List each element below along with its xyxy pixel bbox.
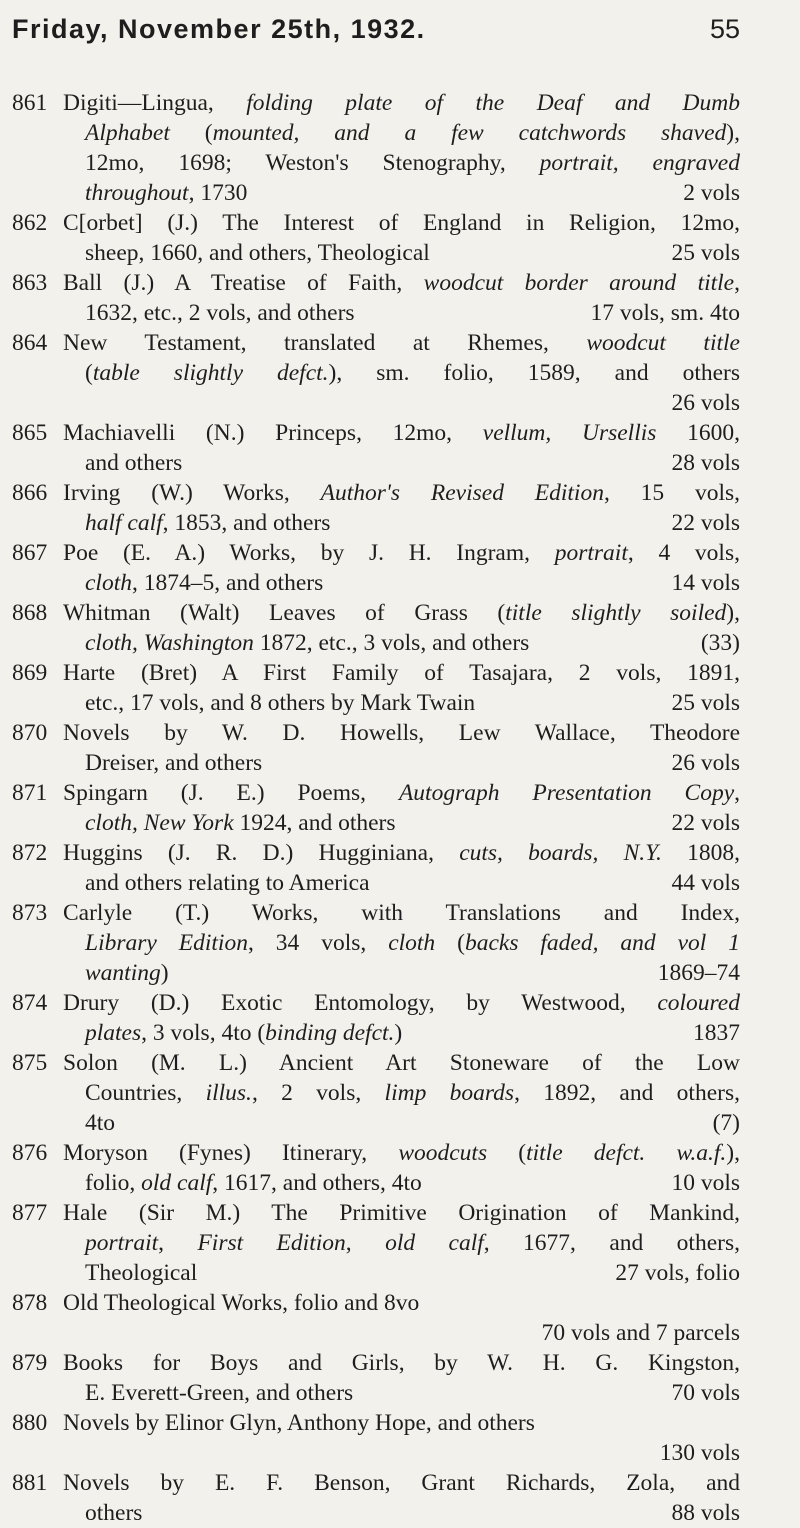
lot-line: Alphabet (mounted, and a few catchwords shaved), xyxy=(85,120,740,146)
lot-entry xyxy=(12,598,740,658)
lot-line: Spingarn (J. E.) Poems, Autograph Presentation Copy, xyxy=(63,780,741,806)
page-date: Friday, November 25th, 1932. xyxy=(12,14,426,44)
lot-description xyxy=(55,598,740,658)
lot-number: 878 xyxy=(12,1290,48,1316)
lot-entry xyxy=(12,1348,740,1408)
lot-quantity: 44 vols xyxy=(671,870,740,896)
lot-entry xyxy=(12,988,740,1048)
lot-description xyxy=(55,88,740,208)
lot-line xyxy=(63,868,740,898)
lot-entry xyxy=(12,1138,740,1198)
lot-quantity: 2 vols xyxy=(683,180,740,206)
page-number: 55 xyxy=(709,14,740,44)
lot-text: plates, 3 vols, 4to (binding defct.) xyxy=(85,1020,403,1046)
lot-text: Dreiser, and others xyxy=(85,750,263,776)
lot-quantity: 26 vols xyxy=(671,750,740,776)
lot-number: 875 xyxy=(12,1050,48,1076)
lot-line xyxy=(63,298,740,328)
lot-description xyxy=(55,898,740,988)
lot-line: Novels by W. D. Howells, Lew Wallace, Theodore xyxy=(63,720,740,746)
lot-line xyxy=(63,688,740,718)
lot-description xyxy=(55,658,740,718)
lot-entry xyxy=(12,88,740,208)
lot-line: New Testament, translated at Rhemes, woodcut title xyxy=(63,330,740,356)
lot-text: etc., 17 vols, and 8 others by Mark Twain xyxy=(85,690,476,716)
lot-description xyxy=(55,1048,740,1138)
lot-quantity: 28 vols xyxy=(671,450,740,476)
lot-number: 865 xyxy=(12,420,48,446)
lot-quantity: 70 vols xyxy=(671,1380,740,1406)
lot-line xyxy=(63,568,740,598)
lot-line: Moryson (Fynes) Itinerary, woodcuts (title defct. w.a.f.), xyxy=(63,1140,740,1166)
lot-line xyxy=(63,448,740,478)
lot-entry xyxy=(12,1288,740,1348)
lot-quantity: 14 vols xyxy=(671,570,740,596)
lot-line xyxy=(63,1108,740,1138)
lot-description xyxy=(55,1468,740,1528)
lot-number: 877 xyxy=(12,1200,48,1226)
lot-description xyxy=(55,838,740,898)
lot-description xyxy=(55,418,740,478)
lot-line: Old Theological Works, folio and 8vo xyxy=(63,1290,420,1316)
lot-number: 871 xyxy=(12,780,48,806)
lot-description xyxy=(55,778,740,838)
lot-line: 130 vols xyxy=(659,1440,740,1466)
lot-number: 880 xyxy=(12,1410,48,1436)
lot-line: Harte (Bret) A First Family of Tasajara, 2 vols, 1891, xyxy=(63,660,740,686)
lot-text: 1632, etc., 2 vols, and others xyxy=(85,300,355,326)
lot-description xyxy=(55,1408,740,1468)
lot-line xyxy=(63,1018,740,1048)
lot-text: cloth, New York 1924, and others xyxy=(85,810,396,836)
lot-line: Novels by E. F. Benson, Grant Richards, Zola, and xyxy=(63,1470,740,1496)
lot-text: throughout, 1730 xyxy=(85,180,248,206)
lot-line xyxy=(63,1168,740,1198)
lot-line: Machiavelli (N.) Princeps, 12mo, vellum, Ursellis 1600, xyxy=(63,420,740,446)
lot-description xyxy=(55,718,740,778)
lot-line: portrait, First Edition, old calf, 1677, and others, xyxy=(85,1230,740,1256)
lot-number: 873 xyxy=(12,900,48,926)
lot-line: 12mo, 1698; Weston's Stenography, portrait, engraved xyxy=(85,150,740,176)
lot-line: Digiti—Lingua, folding plate of the Deaf and Dumb xyxy=(63,90,740,116)
lot-text: others xyxy=(85,1500,143,1526)
lot-text: sheep, 1660, and others, Theological xyxy=(85,240,430,266)
lot-text: and others relating to America xyxy=(85,870,370,896)
page-header xyxy=(12,14,740,54)
lot-text: 4to xyxy=(85,1110,116,1136)
lot-text: half calf, 1853, and others xyxy=(85,510,331,536)
lot-entry xyxy=(12,208,740,268)
lot-line: 26 vols xyxy=(671,390,740,416)
lot-entry xyxy=(12,268,740,328)
lot-line xyxy=(63,808,740,838)
lot-line: Hale (Sir M.) The Primitive Origination of Mankind, xyxy=(63,1200,740,1226)
lot-entry xyxy=(12,718,740,778)
lot-description xyxy=(55,1348,740,1408)
lot-number: 866 xyxy=(12,480,48,506)
lot-text: and others xyxy=(85,450,183,476)
lot-entry xyxy=(12,418,740,478)
lot-quantity: 22 vols xyxy=(671,810,740,836)
lot-entry xyxy=(12,1468,740,1528)
lot-text: wanting) xyxy=(85,960,169,986)
lot-entry xyxy=(12,658,740,718)
lot-text: cloth, 1874–5, and others xyxy=(85,570,324,596)
lot-description xyxy=(55,538,740,598)
lot-entry xyxy=(12,838,740,898)
lot-description xyxy=(55,328,740,418)
lot-entry xyxy=(12,1408,740,1468)
lot-quantity: 22 vols xyxy=(671,510,740,536)
lot-entry xyxy=(12,538,740,598)
lot-line: Solon (M. L.) Ancient Art Stoneware of the Low xyxy=(63,1050,740,1076)
lot-quantity: 25 vols xyxy=(671,690,740,716)
lot-text: folio, old calf, 1617, and others, 4to xyxy=(85,1170,422,1196)
lot-number: 872 xyxy=(12,840,48,866)
lot-number: 867 xyxy=(12,540,48,566)
lot-number: 881 xyxy=(12,1470,48,1496)
lot-description xyxy=(55,1138,740,1198)
lot-quantity: 25 vols xyxy=(671,240,740,266)
lot-number: 868 xyxy=(12,600,48,626)
lot-list xyxy=(12,88,740,1528)
lot-description xyxy=(55,208,740,268)
lot-line: Poe (E. A.) Works, by J. H. Ingram, portrait, 4 vols, xyxy=(63,540,740,566)
lot-quantity: 27 vols, folio xyxy=(615,1260,740,1286)
lot-entry xyxy=(12,1048,740,1138)
lot-description xyxy=(55,478,740,538)
lot-number: 869 xyxy=(12,660,48,686)
lot-number: 861 xyxy=(12,90,48,116)
lot-quantity: 88 vols xyxy=(671,1500,740,1526)
lot-description xyxy=(55,1198,740,1288)
lot-quantity: 10 vols xyxy=(671,1170,740,1196)
lot-line xyxy=(63,508,740,538)
lot-line xyxy=(63,958,740,988)
lot-description xyxy=(55,268,740,328)
lot-line: Whitman (Walt) Leaves of Grass (title slightly soiled), xyxy=(63,600,740,626)
lot-quantity: 1869–74 xyxy=(657,960,740,986)
lot-line: Drury (D.) Exotic Entomology, by Westwood, coloured xyxy=(63,990,740,1016)
lot-line: Books for Boys and Girls, by W. H. G. Kingston, xyxy=(63,1350,740,1376)
lot-line xyxy=(63,1258,740,1288)
lot-number: 863 xyxy=(12,270,48,296)
lot-line: C[orbet] (J.) The Interest of England in Religion, 12mo, xyxy=(63,210,740,236)
lot-line: Library Edition, 34 vols, cloth (backs faded, and vol 1 xyxy=(85,930,740,956)
lot-quantity: 1837 xyxy=(693,1020,740,1046)
lot-line xyxy=(63,1498,740,1528)
lot-line xyxy=(63,178,740,208)
lot-quantity: (33) xyxy=(700,630,740,656)
lot-quantity: 17 vols, sm. 4to xyxy=(590,300,740,326)
lot-line: (table slightly defct.), sm. folio, 1589, and others xyxy=(85,360,740,386)
lot-entry xyxy=(12,478,740,538)
lot-line xyxy=(63,1378,740,1408)
lot-line: Huggins (J. R. D.) Hugginiana, cuts, boards, N.Y. 1808, xyxy=(63,840,741,866)
lot-number: 876 xyxy=(12,1140,48,1166)
lot-line: Novels by Elinor Glyn, Anthony Hope, and others xyxy=(63,1410,535,1436)
lot-text: E. Everett-Green, and others xyxy=(85,1380,354,1406)
lot-entry xyxy=(12,778,740,838)
lot-text: cloth, Washington 1872, etc., 3 vols, and others xyxy=(85,630,530,656)
lot-number: 870 xyxy=(12,720,48,746)
lot-line xyxy=(63,238,740,268)
lot-entry xyxy=(12,328,740,418)
lot-description xyxy=(55,1288,740,1348)
lot-line: Countries, illus., 2 vols, limp boards, 1892, and others, xyxy=(85,1080,740,1106)
lot-number: 879 xyxy=(12,1350,48,1376)
lot-line: Irving (W.) Works, Author's Revised Edition, 15 vols, xyxy=(63,480,740,506)
lot-entry xyxy=(12,898,740,988)
lot-line: Carlyle (T.) Works, with Translations and Index, xyxy=(63,900,740,926)
lot-description xyxy=(55,988,740,1048)
lot-line: Ball (J.) A Treatise of Faith, woodcut border around title, xyxy=(63,270,740,296)
lot-line xyxy=(63,628,740,658)
lot-text: Theological xyxy=(85,1260,198,1286)
lot-entry xyxy=(12,1198,740,1288)
lot-number: 862 xyxy=(12,210,48,236)
lot-number: 864 xyxy=(12,330,48,356)
lot-line xyxy=(63,748,740,778)
lot-line: 70 vols and 7 parcels xyxy=(541,1320,740,1346)
lot-number: 874 xyxy=(12,990,48,1016)
lot-quantity: (7) xyxy=(712,1110,740,1136)
